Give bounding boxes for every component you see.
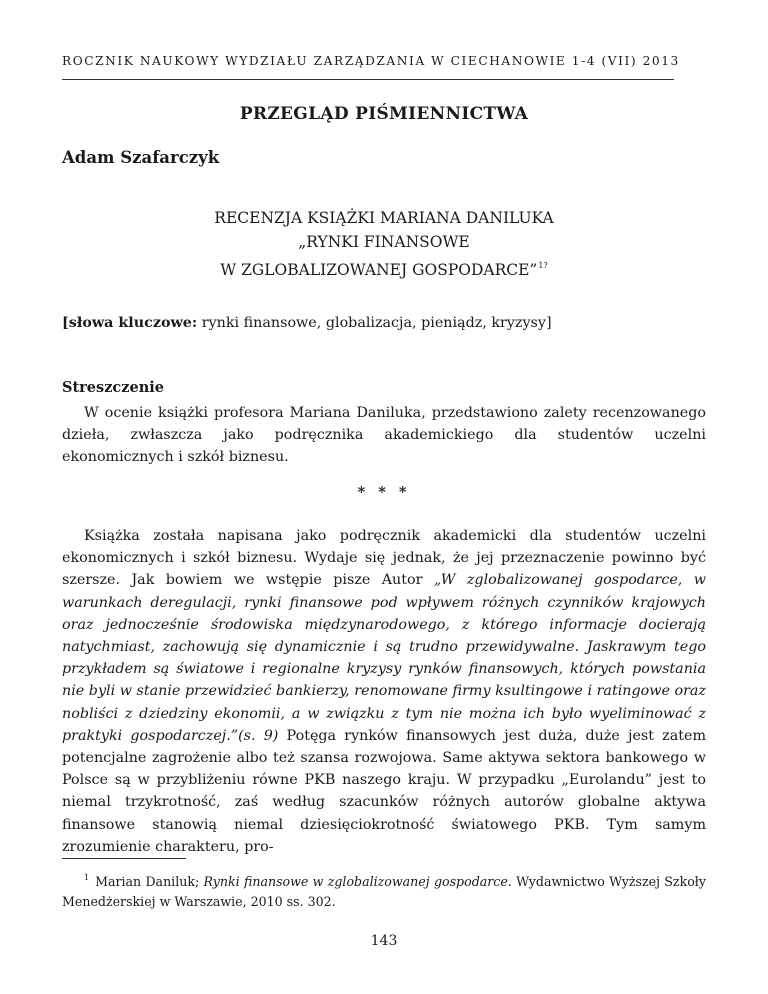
footnote-book-title: Rynki finansowe w zglobalizowanej gospodarce: [203, 874, 508, 889]
body-text-part-1: Książka została napisana jako podręcznik akademicki dla studentów uczelni ekonomicznych i szkół biznesu. Wydaje się jednak, że jej przeznaczenie powinno być szersze. Jak bowiem we wstępie pisze Autor: [62, 528, 706, 589]
article-title-line-3-text: W ZGLOBALIZOWANEJ GOSPODARCE”: [220, 261, 538, 279]
article-title-line-2: „RYNKI FINANSOWE: [298, 233, 470, 251]
title-footnote-mark[interactable]: 1?: [538, 261, 548, 270]
article-title: [62, 206, 706, 282]
keywords-close-bracket: ]: [545, 315, 552, 331]
author-name: Adam Szafarczyk: [62, 148, 220, 167]
body-quote: „W zglobalizowanej gospodarce, w warunkach deregulacji, rynki finansowe pod wpływem różnych czynników krajowych oraz jednocześnie środowiska międzynarodowego, z którego informacje docierają natychmiast, zachowują się dynamicznie i są trudno przewidywalne. Jaskrawym tego przykładem są światowe i regionalne kryzysy rynków finansowych, których powstania nie byli w stanie przewidzieć bankierzy, renomowane firmy ksultingowe i ratingowe oraz nobliści z dziedziny ekonomii, a w związku z tym nie można ich było wyeliminować z praktyki gospodarczej.”(s. 9): [62, 572, 707, 744]
abstract-heading: Streszczenie: [62, 379, 164, 396]
page-number: 143: [370, 933, 398, 949]
footnote-publisher: . Wydawnictwo Wyższej Szkoły Menedżerskiej w Warszawie, 2010 ss. 302.: [62, 874, 706, 909]
header-rule: [62, 79, 674, 80]
keywords-text: rynki finansowe, globalizacja, pieniądz, kryzysy: [197, 315, 546, 331]
body-paragraph: [62, 525, 706, 858]
article-title-line-3: [62, 254, 706, 282]
footnote-number: 1: [84, 873, 90, 882]
keywords-open-bracket: [: [62, 315, 69, 331]
section-title: PRZEGLĄD PIŚMIENNICTWA: [239, 104, 529, 124]
article-title-line-1: RECENZJA KSIĄŻKI MARIANA DANILUKA: [214, 209, 554, 227]
keywords: [62, 315, 552, 331]
keywords-label: słowa kluczowe:: [68, 315, 198, 331]
footnote: [62, 868, 706, 912]
footnote-rule: [62, 858, 186, 859]
footnote-author: Marian Daniluk;: [95, 874, 204, 889]
abstract-text: W ocenie książki profesora Mariana Daniluka, przedstawiono zalety recenzowanego dzieła, zwłaszcza jako podręcznika akademickiego dla studentów uczelni ekonomicznych i szkół biznesu.: [62, 405, 706, 466]
body-text-part-2: Potęga rynków finansowych jest duża, duże jest zatem potencjalne zagrożenie albo też szansa rozwojowa. Same aktywa sektora bankowego w Polsce są w przybliżeniu równe PKB naszego kraju. W przypadku „Eurolandu” jest to niemal trzykrotność, zaś według szacunków różnych autorów globalne aktywa finansowe stanowią niemal dziesięciokrotność światowego PKB. Tym samym zrozumienie charakteru, pro-: [62, 727, 706, 855]
section-separator: * * *: [357, 484, 411, 501]
running-head: ROCZNIK NAUKOWY WYDZIAŁU ZARZĄDZANIA W CIECHANOWIE 1-4 (VII) 2013: [62, 54, 680, 68]
